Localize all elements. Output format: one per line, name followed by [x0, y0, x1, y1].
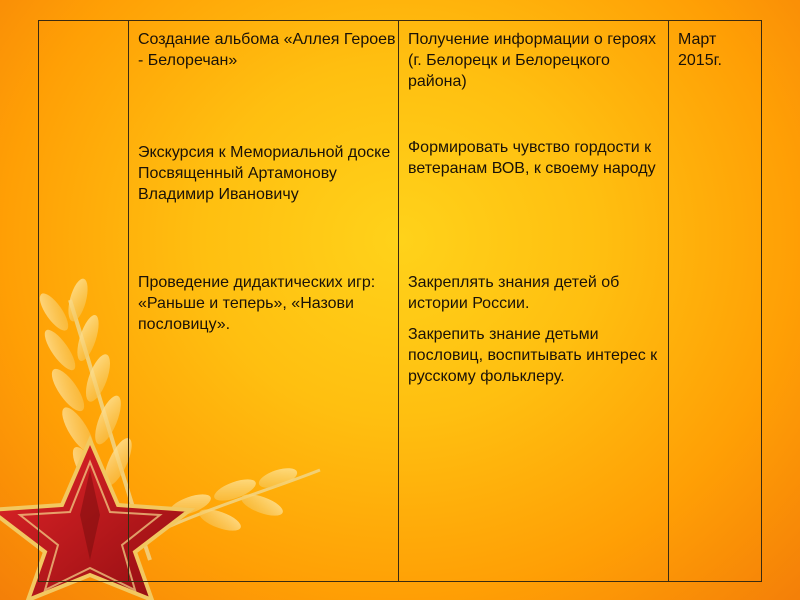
schedule-table — [38, 20, 762, 582]
activity-text: Создание альбома «Аллея Героев - Белоречан» — [138, 31, 396, 69]
goal-text: Формировать чувство гордости к ветеранам ВОВ, к своему народу — [408, 139, 656, 177]
row-number-cell — [39, 21, 128, 581]
goal-text: Закреплять знания детей об истории России. — [408, 274, 620, 312]
goals-cell — [398, 21, 668, 581]
activity-text: Проведение дидактических игр: «Раньше и теперь», «Назови пословицу». — [138, 274, 376, 333]
date-text: Март 2015г. — [678, 31, 722, 69]
date-cell — [668, 21, 761, 581]
activities-cell — [128, 21, 398, 581]
goal-text: Закрепить знание детьми пословиц, воспитывать интерес к русскому фольклеру. — [408, 326, 658, 385]
goal-text: Получение информации о героях (г. Белорецк и Белорецкого района) — [408, 31, 657, 90]
activity-text: Экскурсия к Мемориальной доске Посвященный Артамонову Владимир Ивановичу — [138, 144, 391, 203]
